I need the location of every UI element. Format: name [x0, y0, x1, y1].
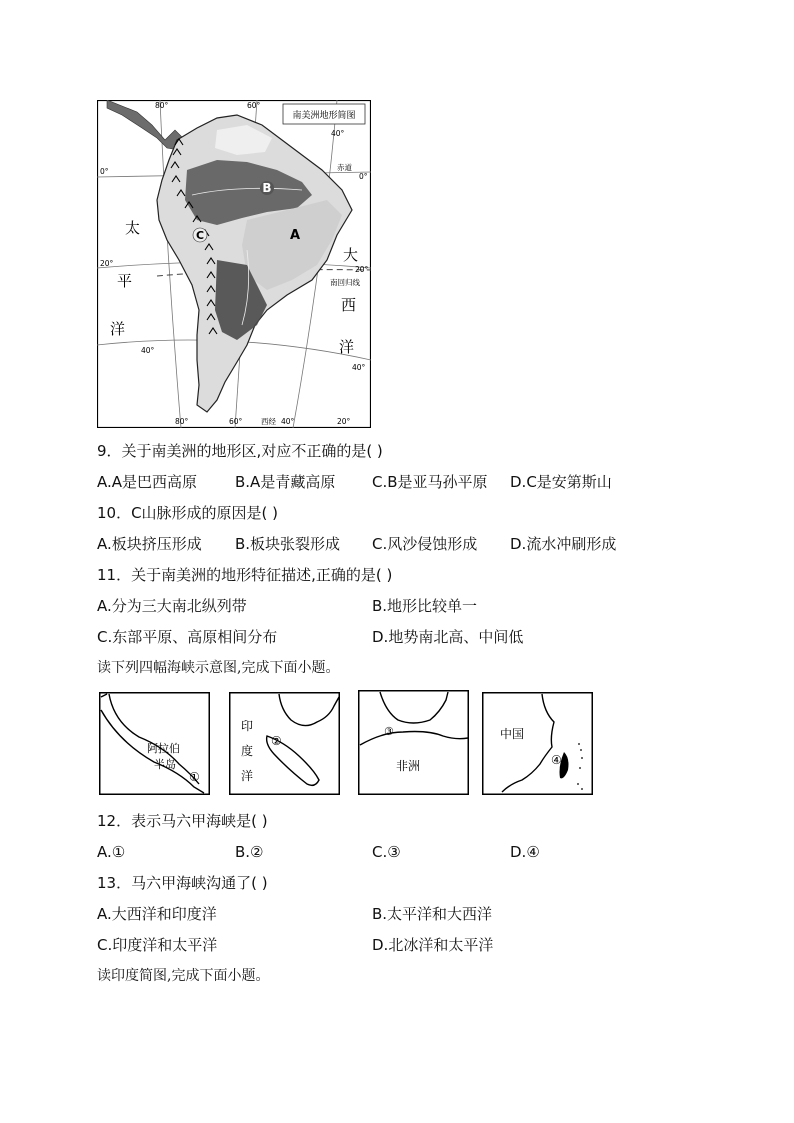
equator-label: 赤道	[337, 163, 352, 172]
question-12-option-a[interactable]: A.①	[97, 843, 126, 861]
africa-label: 非洲	[396, 759, 421, 773]
arabia-label-line2: 半岛	[154, 758, 176, 771]
deg-label: 60°	[229, 417, 243, 426]
question-9-option-d[interactable]: D.C是安第斯山	[510, 473, 612, 491]
strait-3-marker: ③	[384, 725, 394, 738]
ocean-char: 平	[117, 272, 133, 290]
question-11-option-b[interactable]: B.地形比较单一	[372, 597, 478, 615]
south-america-map-svg	[97, 100, 371, 428]
strait-intro: 读下列四幅海峡示意图,完成下面小题。	[97, 660, 340, 676]
question-11-option-c[interactable]: C.东部平原、高原相间分布	[97, 628, 278, 646]
question-9-option-a[interactable]: A.A是巴西高原	[97, 473, 198, 491]
strait-1-marker: ①	[189, 770, 200, 784]
ocean-char: 洋	[110, 320, 126, 338]
ocean-char: 洋	[339, 338, 355, 356]
strait-4-marker: ④	[551, 753, 562, 767]
map-title: 南美洲地形简图	[292, 111, 356, 121]
deg-label: 80°	[155, 101, 169, 110]
question-13-option-a[interactable]: A.大西洋和印度洋	[97, 905, 217, 923]
label-C: C	[195, 229, 205, 242]
strait-2-marker: ②	[271, 734, 282, 748]
deg-label: 20°	[355, 265, 369, 274]
question-12-option-b[interactable]: B.②	[235, 843, 264, 861]
indian-ocean-char: 洋	[241, 769, 254, 783]
question-13-stem: 13．马六甲海峡沟通了( )	[97, 874, 268, 892]
deg-label: 20°	[337, 417, 351, 426]
ocean-char: 大	[343, 246, 359, 264]
strait-map-1	[99, 692, 210, 795]
deg-label: 0°	[100, 167, 109, 176]
tropic-label: 南回归线	[330, 278, 360, 287]
question-10-option-c[interactable]: C.风沙侵蚀形成	[372, 535, 478, 553]
deg-label: 20°	[100, 259, 114, 268]
west-long-label: 西经	[261, 417, 276, 426]
question-11-stem: 11．关于南美洲的地形特征描述,正确的是( )	[97, 566, 393, 584]
deg-label: 40°	[281, 417, 295, 426]
label-B: B	[262, 181, 272, 195]
deg-label: 40°	[141, 346, 155, 355]
deg-label: 0°	[359, 172, 368, 181]
india-intro: 读印度简图,完成下面小题。	[97, 968, 270, 984]
question-13-option-b[interactable]: B.太平洋和大西洋	[372, 905, 493, 923]
question-10-option-d[interactable]: D.流水冲刷形成	[510, 535, 617, 553]
strait-map-4	[482, 692, 593, 795]
question-10-option-b[interactable]: B.板块张裂形成	[235, 535, 341, 553]
question-9-stem: 9．关于南美洲的地形区,对应不正确的是( )	[97, 442, 383, 460]
question-10-option-a[interactable]: A.板块挤压形成	[97, 535, 202, 553]
question-10-stem: 10．C山脉形成的原因是( )	[97, 504, 279, 522]
question-12-option-c[interactable]: C.③	[372, 843, 401, 861]
strait-map-2	[229, 692, 340, 795]
question-13-option-c[interactable]: C.印度洋和太平洋	[97, 936, 218, 954]
indian-ocean-char: 印	[241, 719, 254, 733]
deg-label: 40°	[331, 129, 345, 138]
arabia-label-line1: 阿拉伯	[147, 742, 180, 755]
question-11-option-a[interactable]: A.分为三大南北纵列带	[97, 597, 247, 615]
deg-label: 40°	[352, 363, 366, 372]
ocean-char: 太	[125, 219, 141, 237]
question-12-option-d[interactable]: D.④	[510, 843, 540, 861]
china-label: 中国	[500, 727, 525, 741]
question-11-option-d[interactable]: D.地势南北高、中间低	[372, 628, 524, 646]
question-13-option-d[interactable]: D.北冰洋和太平洋	[372, 936, 494, 954]
strait-map-3	[358, 690, 469, 795]
label-A: A	[289, 228, 301, 243]
deg-label: 60°	[247, 101, 261, 110]
indian-ocean-char: 度	[241, 744, 254, 758]
south-america-map	[97, 100, 371, 428]
deg-label: 80°	[175, 417, 189, 426]
question-9-option-c[interactable]: C.B是亚马孙平原	[372, 473, 488, 491]
question-12-stem: 12．表示马六甲海峡是( )	[97, 812, 268, 830]
ocean-char: 西	[341, 296, 357, 314]
question-9-option-b[interactable]: B.A是青藏高原	[235, 473, 336, 491]
